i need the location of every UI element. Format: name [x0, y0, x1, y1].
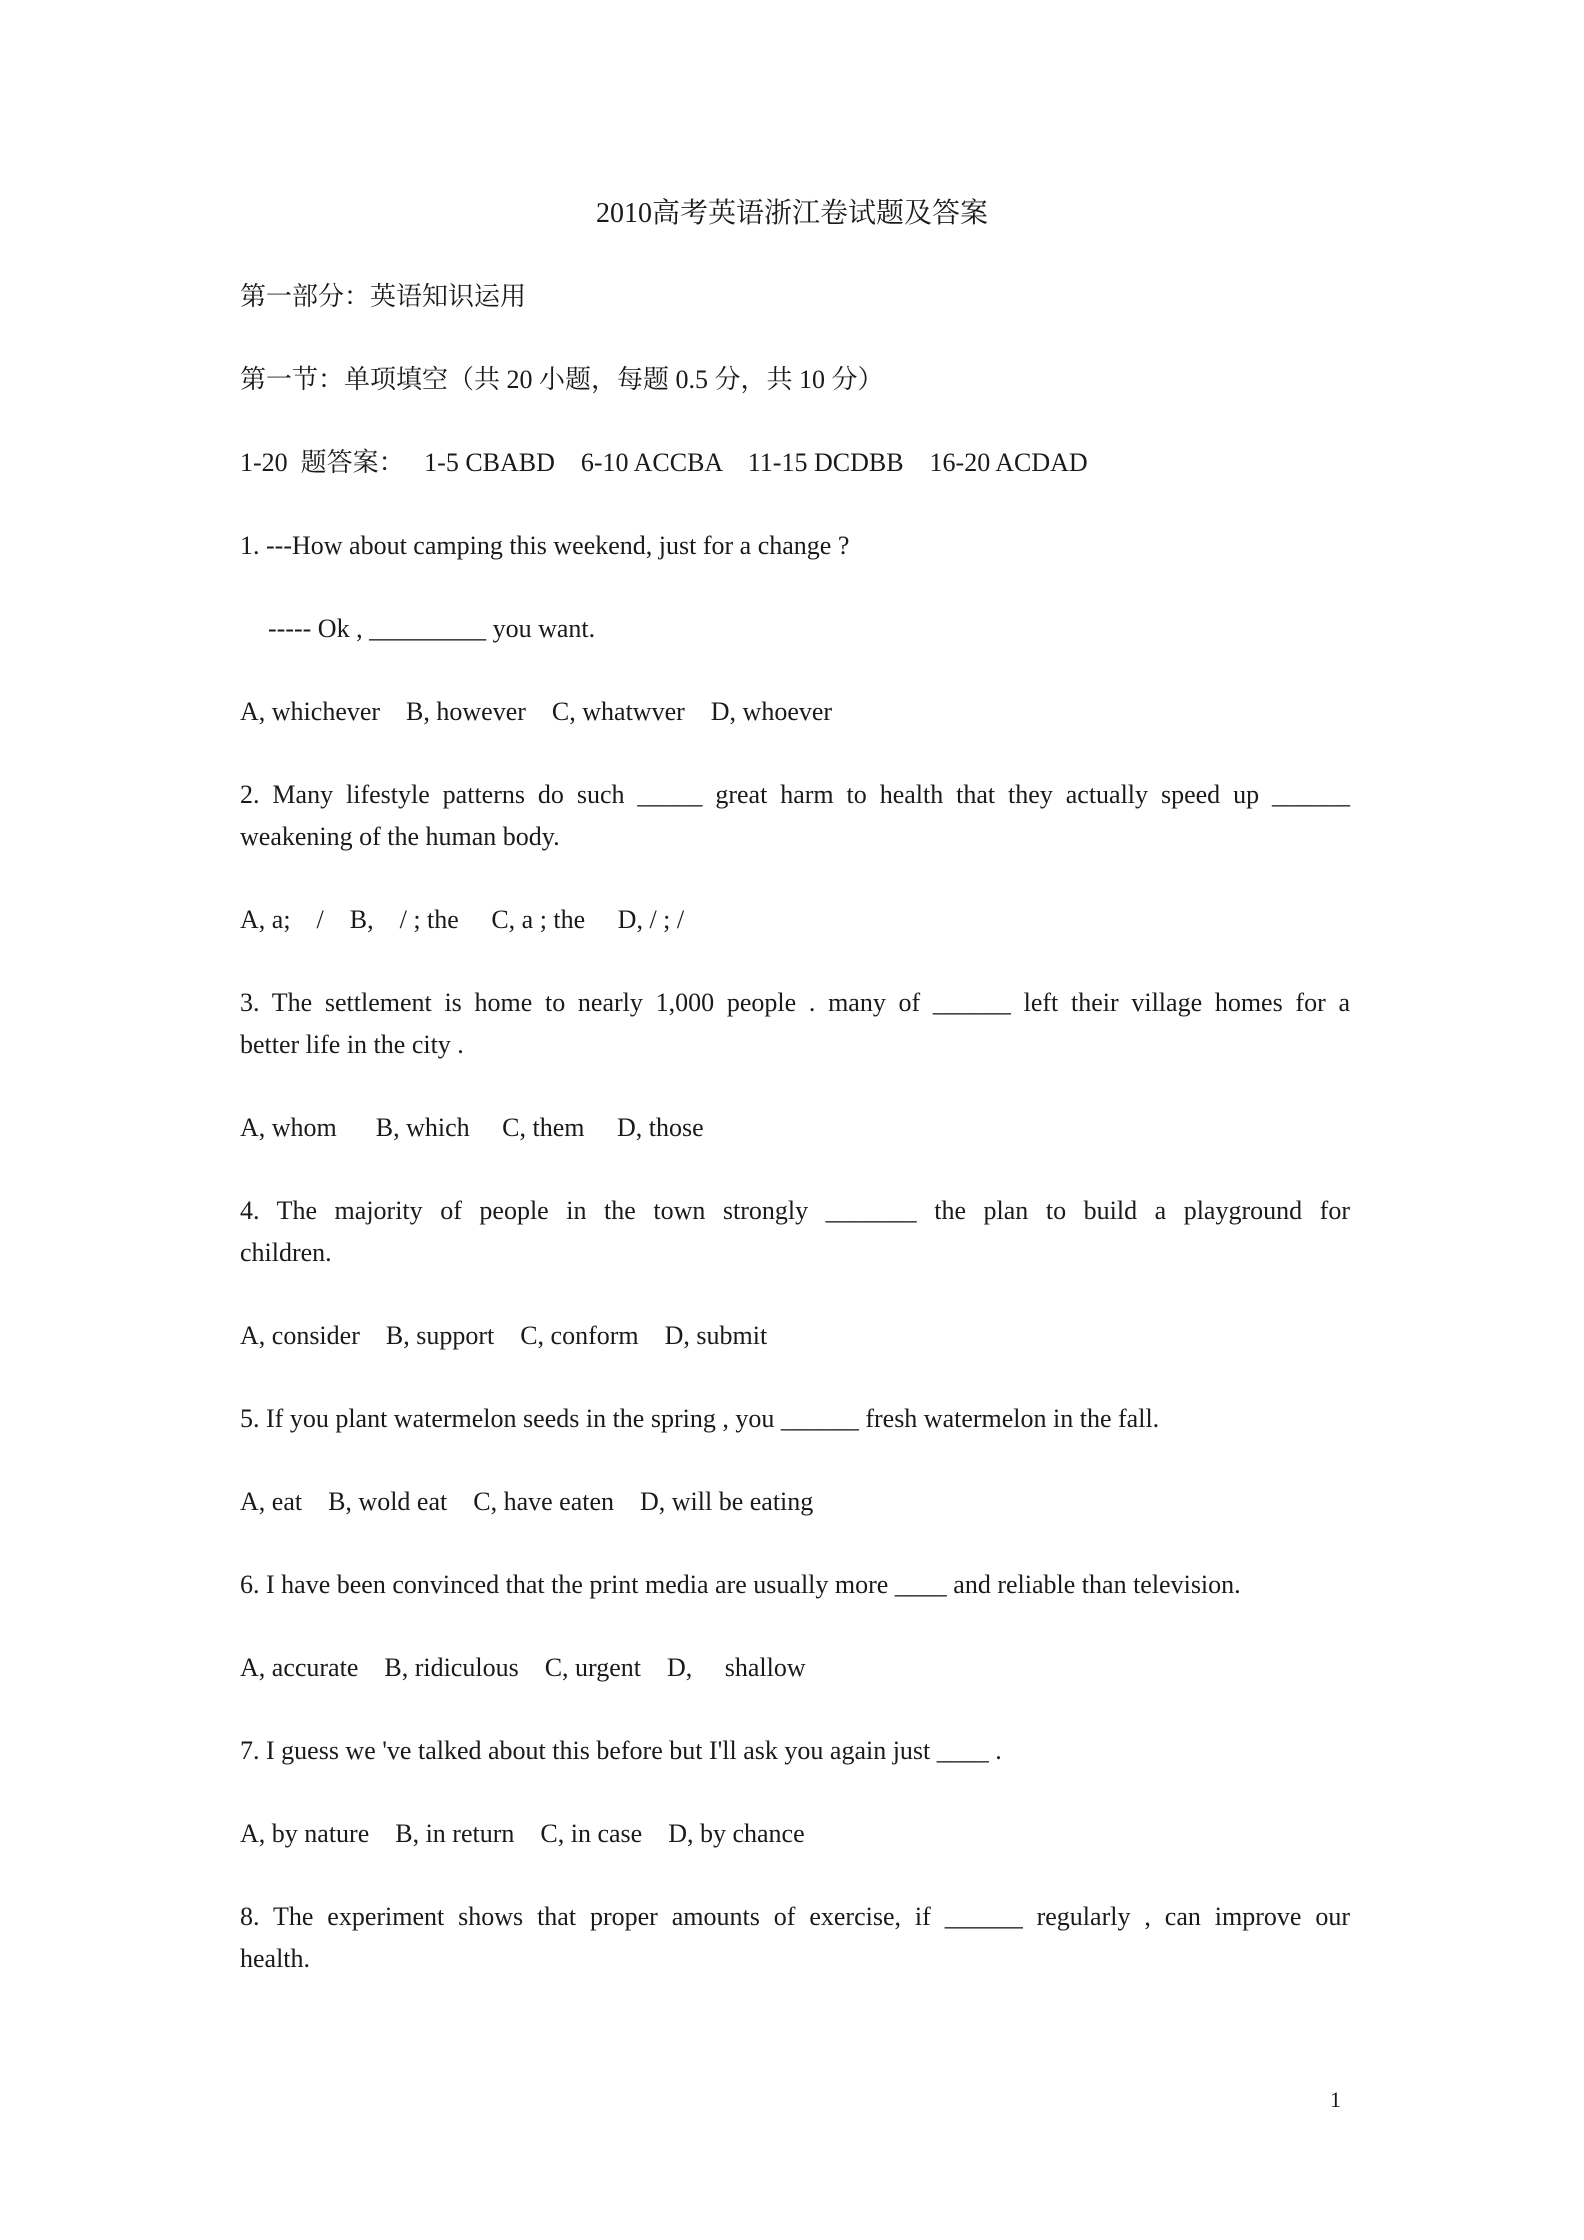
question-8-stem-line-2: health.	[240, 1944, 311, 1973]
question-5-options: A, eat B, wold eat C, have eaten D, will be eating	[240, 1487, 814, 1516]
question-8-stem-line-1: 8. The experiment shows that proper amounts of exercise, if ______ regularly , can improve our	[240, 1902, 1350, 1931]
question-2-options: A, a; / B, / ; the C, a ; the D, / ; /	[240, 905, 685, 934]
question-1-options: A, whichever B, however C, whatwver D, whoever	[240, 697, 833, 726]
answer-key: 1-20 题答案： 1-5 CBABD 6-10 ACCBA 11-15 DCDBB 16-20 ACDAD	[240, 448, 1088, 477]
question-4-stem-line-2: children.	[240, 1238, 332, 1267]
question-7-options: A, by nature B, in return C, in case D, by chance	[240, 1819, 805, 1848]
question-1-reply: ----- Ok , _________ you want.	[268, 614, 596, 643]
section-heading: 第一节：单项填空（共 20 小题，每题 0.5 分，共 10 分）	[240, 365, 884, 394]
question-7-stem: 7. I guess we 've talked about this before but I'll ask you again just ____ .	[240, 1736, 1002, 1765]
question-3-options: A, whom B, which C, them D, those	[240, 1113, 704, 1142]
question-2-stem-line-1: 2. Many lifestyle patterns do such _____ great harm to health that they actually speed up ______	[240, 780, 1350, 809]
question-3-stem-line-1: 3. The settlement is home to nearly 1,000 people . many of ______ left their village homes for a	[240, 988, 1350, 1017]
page-number: 1	[1330, 2087, 1341, 2112]
question-4-stem-line-1: 4. The majority of people in the town strongly _______ the plan to build a playground for	[240, 1196, 1350, 1225]
question-1-stem: 1. ---How about camping this weekend, just for a change ?	[240, 531, 850, 560]
part-heading: 第一部分：英语知识运用	[240, 282, 527, 311]
question-5-stem: 5. If you plant watermelon seeds in the spring , you ______ fresh watermelon in the fall.	[240, 1404, 1160, 1433]
question-6-options: A, accurate B, ridiculous C, urgent D, shallow	[240, 1653, 806, 1682]
question-6-stem: 6. I have been convinced that the print media are usually more ____ and reliable than television.	[240, 1570, 1241, 1599]
document-title: 2010高考英语浙江卷试题及答案	[595, 198, 988, 229]
question-3-stem-line-2: better life in the city .	[240, 1030, 464, 1059]
question-4-options: A, consider B, support C, conform D, submit	[240, 1321, 768, 1350]
question-2-stem-line-2: weakening of the human body.	[240, 822, 560, 851]
